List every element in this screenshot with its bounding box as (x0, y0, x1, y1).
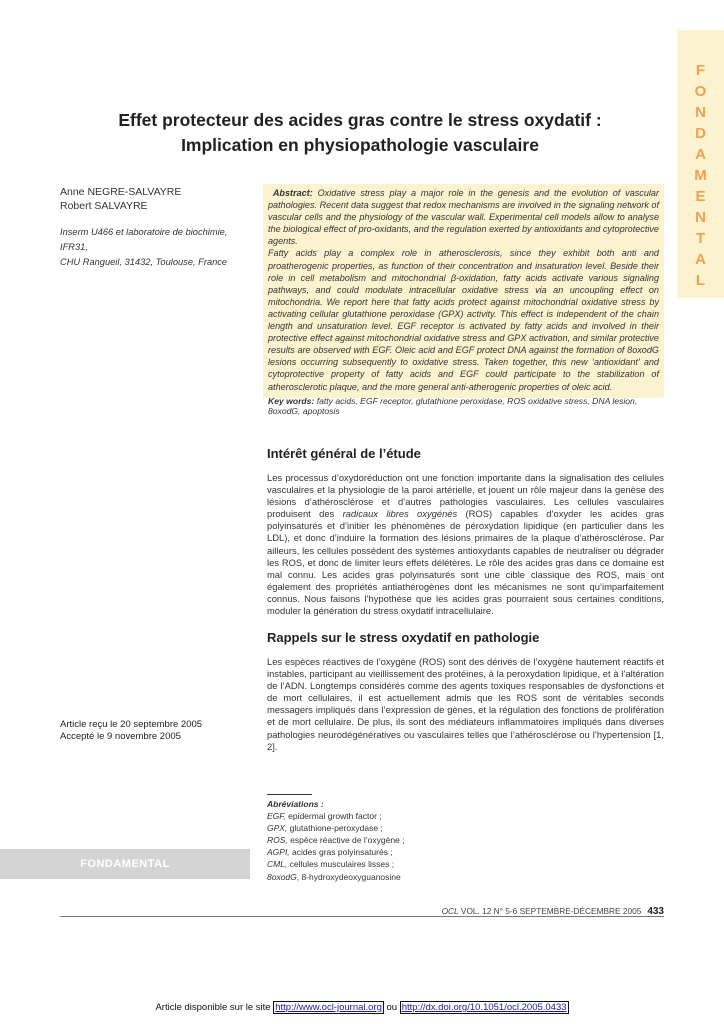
abbreviation-definition: , 8-hydroxydeoxyguanosine (296, 871, 401, 882)
availability-line (0, 1002, 724, 1013)
section-1-italic-term: radicaux libres oxygénés (342, 508, 458, 520)
article-dates (60, 719, 202, 743)
side-tab-letter: F (695, 62, 706, 79)
abbreviation-term: CML, (267, 859, 288, 870)
abbreviations-title: Abréviations : (267, 799, 324, 809)
section-2-paragraph: Les espèces réactives de l’oxygène (ROS) sont des dérivés de l’oxygène hautement réactifs et instables, participant au vieillissement des protéines, à la peroxydation lipidique, et à l’altération de l’ADN. Longtemps considérés comme des agents toxiques responsables de dysfonctions et de mort cellulaires, il est actuellement admis que les ROS sont de véritables seconds messagers impliqués dans l’expression de gènes, et la régulation des fonctions de prolifération et de mort cellulaire. De plus, ils sont des médiateurs inflammatoires impliqués dans diverses pathologies neurodégénératives ou vasculaires telles que l’athérosclérose ou l’hypertension [1, 2]. (267, 656, 664, 752)
side-tab-letter: L (695, 272, 706, 289)
side-tab-letter: N (695, 209, 706, 226)
abbreviation-term: AGPI, (267, 847, 290, 858)
abbreviations (267, 798, 405, 883)
abbreviation-item (267, 858, 405, 870)
title-line-2: Implication en physiopathologie vasculaire (181, 135, 539, 155)
keywords (268, 396, 664, 416)
side-tab-letter: A (695, 146, 706, 163)
abbreviation-term: 8oxodG (267, 871, 297, 882)
author-list (60, 185, 181, 213)
side-tab-letter: M (694, 167, 707, 184)
journal-name: OCL (441, 906, 459, 916)
accepted-date: Accepté le 9 novembre 2005 (60, 731, 181, 742)
author-name: Anne NEGRE-SALVAYRE (60, 186, 182, 198)
abstract-box (263, 184, 664, 398)
keywords-text: fatty acids, EGF receptor, glutathione peroxidase, ROS oxidative stress, DNA lesion, 8oxodG, apoptosis (268, 396, 638, 416)
section-heading-interet: Intérêt général de l’étude (267, 446, 421, 461)
footer-rule (60, 916, 664, 917)
abbreviation-definition: espèce réactive de l’oxygène ; (287, 835, 405, 846)
keywords-label: Key words: (268, 396, 315, 406)
abbreviation-item (267, 846, 405, 858)
abstract-paragraph-2: Fatty acids play a complex role in atherosclerosis, since they exhibit both anti and proatherogenic properties, as function of their concentration and insaturation level. Beside their role in cell metabolism and mitochondrial β-oxidation, fatty acids activate various signaling pathways, and could modulate intracellular oxidative stress via an uncoupling effect on mitochondria. We report here that fatty acids protect against mitochondrial oxidative stress by activating cellular glutathione peroxidase (GPX) activity. This effect is independent of the chain length and unsaturation level. EGF receptor is activated by fatty acids and involved in their protective effect against mitochondrial oxidative stress and GPX activation, and similar protective results are observed with EGF. Oleic acid and EGF protect DNA against the formation of 8oxodG lesions occurring subsequently to oxidative stress. Taken together, this new ‘antioxidant’ and cytoprotective property of fatty acids and EGF could participate to the stabilization of atherosclerotic plaque, and the more general anti-atherogenic properties of oleic acid. (268, 248, 659, 392)
abbreviation-item (267, 834, 405, 846)
section-heading-rappels: Rappels sur le stress oxydatif en pathologie (267, 630, 540, 645)
abbreviation-item (267, 871, 405, 883)
availability-prefix: Article disponible sur le site (155, 1002, 274, 1013)
affiliation (60, 225, 250, 270)
article-title (60, 108, 660, 158)
section-1-text-b: (ROS) capables d’oxyder les acides gras polyinsaturés et d’initier les phénomènes de péroxydation lipidique (en particulier dans les LDL), et donc d’induire la formation des lésions primaires de la plaque d’athérosclérose. Par ailleurs, les cellules possèdent des systèmes antioxydants capables de neutraliser ou dégrader les ROS, et donc de limiter leurs effets délétères. Le rôle des acides gras dans ce domaine est mal connu. Les acides gras polyinsaturés sont une cible classique des ROS, mais ont également des propriétés antiathérogènes dont les mécanismes ne sont qu’imparfaitement connus. Nous faisons l’hypothèse que les acides gras pourraient sous certaines conditions, moduler la génération du stress oxydatif intracellulaire. (267, 508, 664, 617)
page-number: 433 (647, 906, 664, 917)
availability-middle: ou (383, 1002, 400, 1013)
side-tab-letter: N (695, 104, 706, 121)
title-line-1: Effet protecteur des acides gras contre le stress oxydatif : (118, 110, 602, 130)
journal-issue: VOL. 12 N° 5-6 SEPTEMBRE-DÉCEMBRE 2005 (458, 906, 642, 916)
section-category-label: FONDAMENTAL (80, 858, 170, 870)
abstract-text-1: Oxidative stress play a major role in the genesis and the evolution of vascular pathologies. Recent data suggest that redox mechanisms are involved in the signaling network of vascular cells and the physiology of the vascular wall. Experimental cell models allow to analyse the biological effect of pro-oxidants, and the regulation exerted by antioxidants and cytoprotective agents. (268, 188, 660, 247)
fondamental-side-tab (677, 30, 724, 298)
abbreviation-definition: cellules musculaires lisses ; (287, 859, 395, 870)
abbreviation-item (267, 822, 405, 834)
section-1-text-a: Les processus d’oxydoréduction ont une fonction importante dans la signalisation des cellules vasculaires et la physiologie de la paroi artérielle, et jouent un rôle majeur dans la genèse des lésions d’athérosclérose et d’autres pathologies vasculaires. Les cellules vasculaires produisent des (267, 472, 664, 520)
affiliation-line-2: CHU Rangueil, 31432, Toulouse, France (60, 257, 228, 267)
side-tab-letter: O (694, 83, 707, 100)
journal-site-link[interactable]: http://www.ocl-journal.org (275, 1002, 382, 1013)
doi-link[interactable]: http://dx.doi.org/10.1051/ocl.2005.0433 (401, 1002, 567, 1013)
abbreviation-definition: glutathione-peroxydase ; (287, 823, 383, 834)
received-date: Article reçu le 20 septembre 2005 (60, 719, 203, 730)
affiliation-line-1: Inserm U466 et laboratoire de biochimie, IFR31, (60, 227, 228, 252)
abbreviation-item (267, 810, 405, 822)
abstract-paragraph-1 (268, 187, 659, 247)
side-tab-letter: A (695, 251, 706, 268)
abbreviation-term: GPX, (267, 823, 288, 834)
abstract-label: Abstract: (272, 188, 313, 198)
abbreviation-term: EGF, (267, 811, 286, 822)
author-name: Robert SALVAYRE (60, 200, 148, 212)
section-1-paragraph (267, 472, 664, 617)
side-tab-letter: T (695, 230, 706, 247)
abbreviation-term: ROS, (267, 835, 288, 846)
abbreviations-rule (267, 794, 312, 795)
section-category-band (0, 849, 250, 879)
abbreviation-definition: acides gras polyinsaturés ; (289, 847, 393, 858)
side-tab-letter: D (695, 125, 706, 142)
abbreviation-definition: epidermal growth factor ; (285, 811, 382, 822)
side-tab-letter: E (695, 188, 706, 205)
